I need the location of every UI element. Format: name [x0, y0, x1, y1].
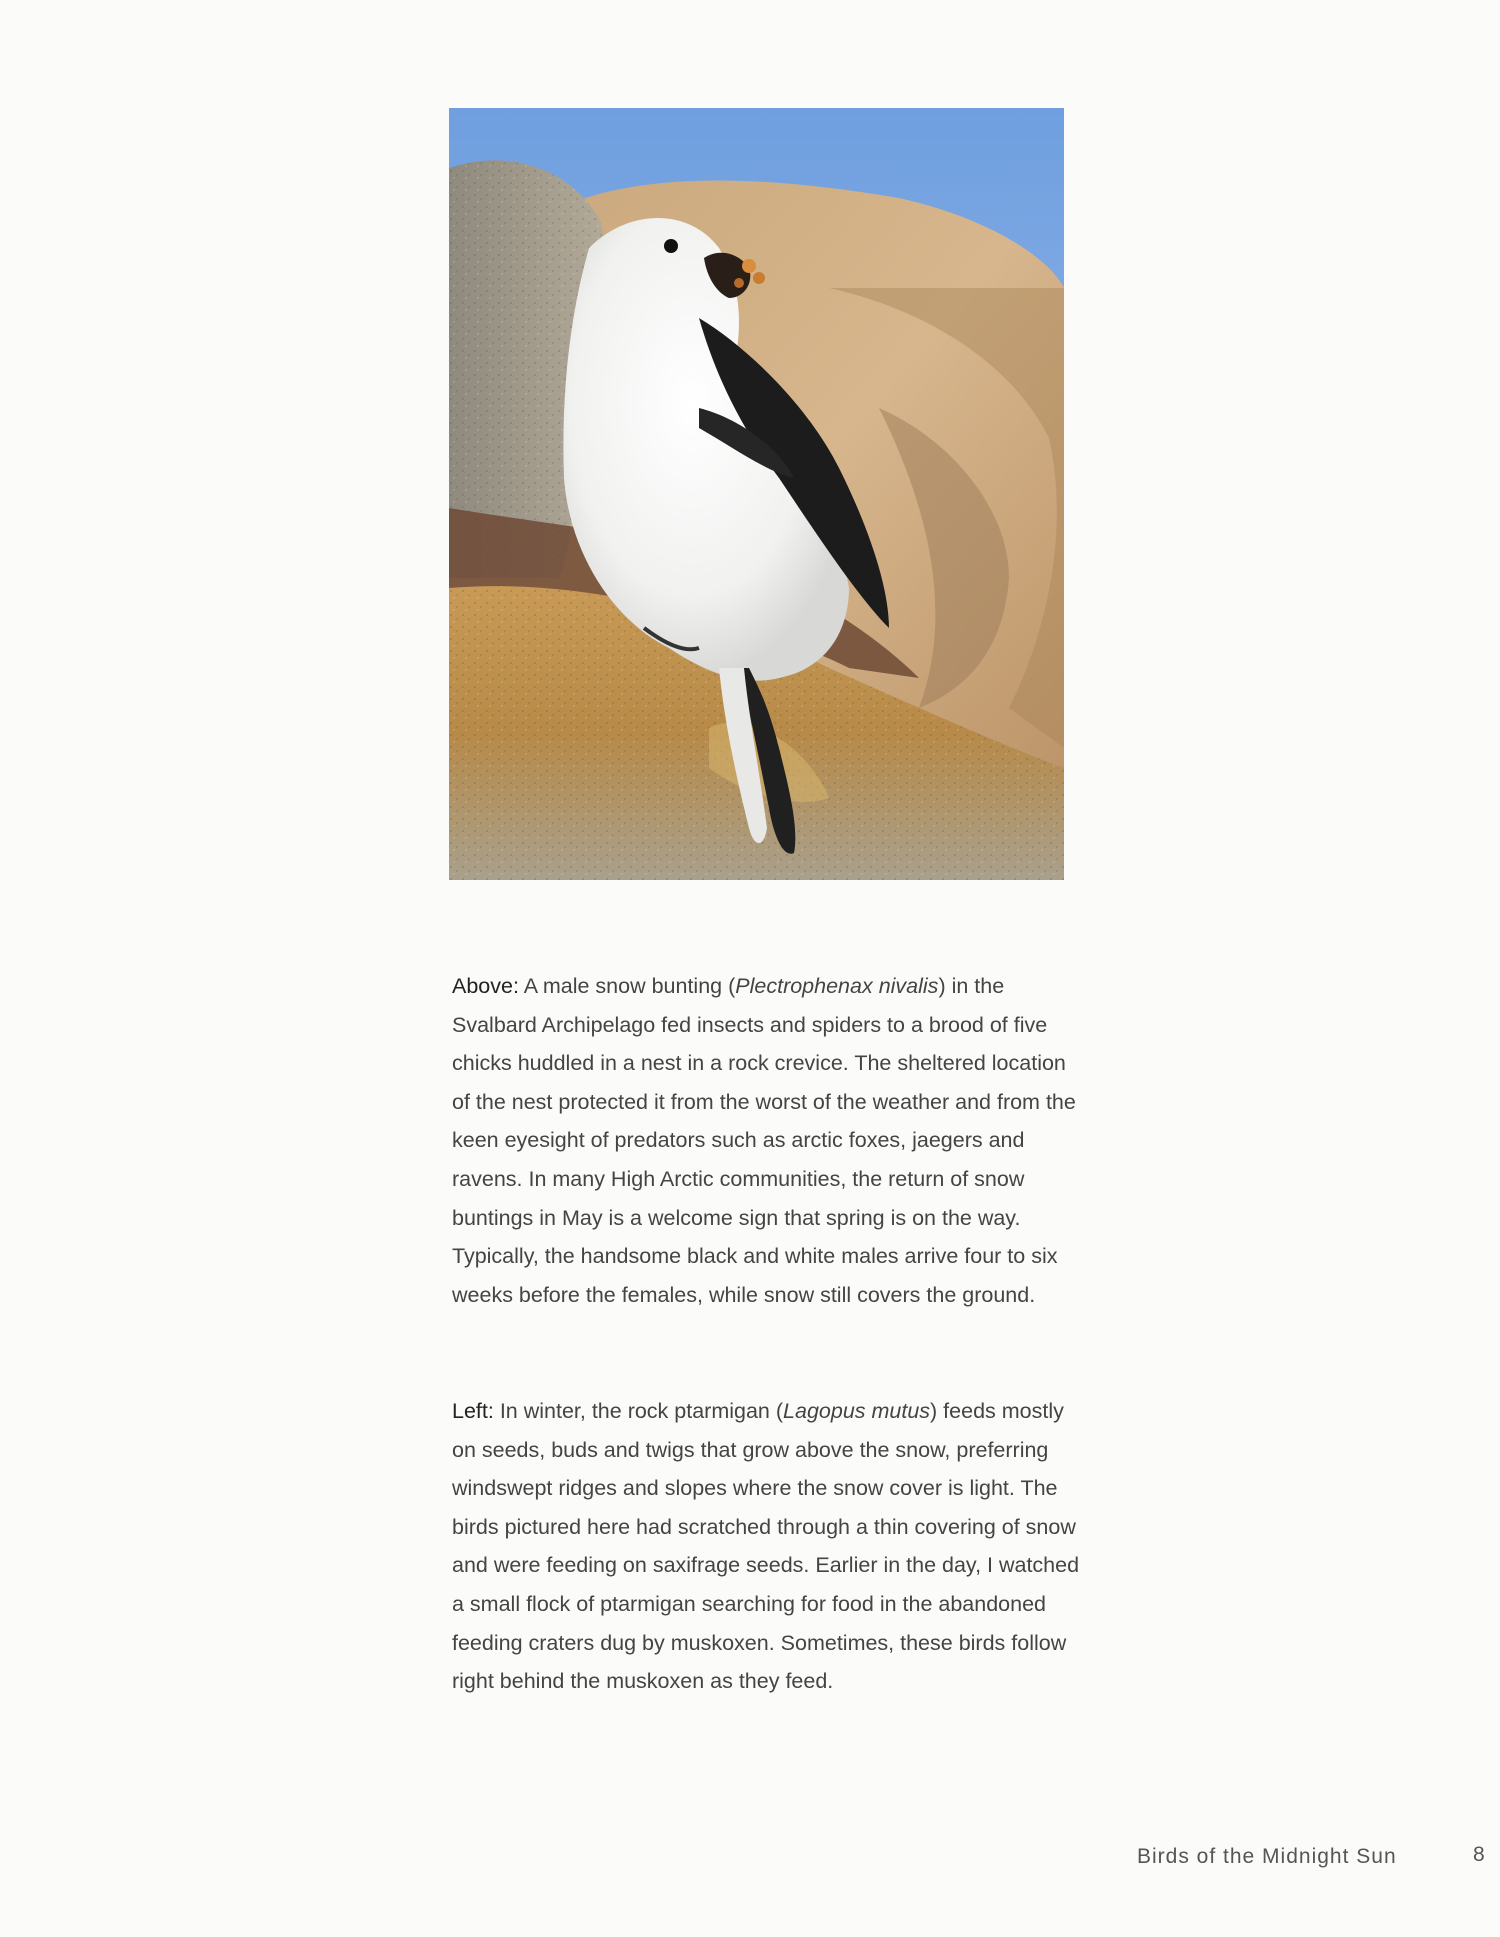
caption-above-text-start: A male snow bunting ( [518, 974, 736, 998]
caption-left [452, 1392, 1082, 1701]
caption-left-lead: Left: [452, 1399, 494, 1423]
running-footer-book-title: Birds of the Midnight Sun [1137, 1845, 1397, 1868]
caption-above-lead: Above: [452, 974, 519, 998]
caption-left-text-start: In winter, the rock ptarmigan ( [493, 1399, 784, 1423]
caption-above-scientific-name: Plectrophenax nivalis [735, 974, 939, 998]
caption-left-text-end: ) feeds mostly on seeds, buds and twigs that grow above the snow, preferring windswept ridges and slopes where the snow cover is light. The birds pictured here had scratched through a thin covering of snow and were feeding on saxifrage seeds. Earlier in the day, I watched a small flock of ptarmigan searching for food in the abandoned feeding craters dug by muskoxen. Sometimes, these birds follow right behind the muskoxen as they feed. [452, 1399, 1080, 1694]
snow-bunting-photo [449, 108, 1064, 880]
caption-above [452, 967, 1082, 1314]
page-number: 8 [1473, 1843, 1485, 1866]
caption-left-scientific-name: Lagopus mutus [783, 1399, 931, 1423]
caption-above-text-end: ) in the Svalbard Archipelago fed insects and spiders to a brood of five chicks huddled in a nest in a rock crevice. The sheltered location of the nest protected it from the worst of the weather and from the keen eyesight of predators such as arctic foxes, jaegers and ravens. In many High Arctic communities, the return of snow buntings in May is a welcome sign that spring is on the way. Typically, the handsome black and white males arrive four to six weeks before the females, while snow still covers the ground. [452, 974, 1076, 1307]
